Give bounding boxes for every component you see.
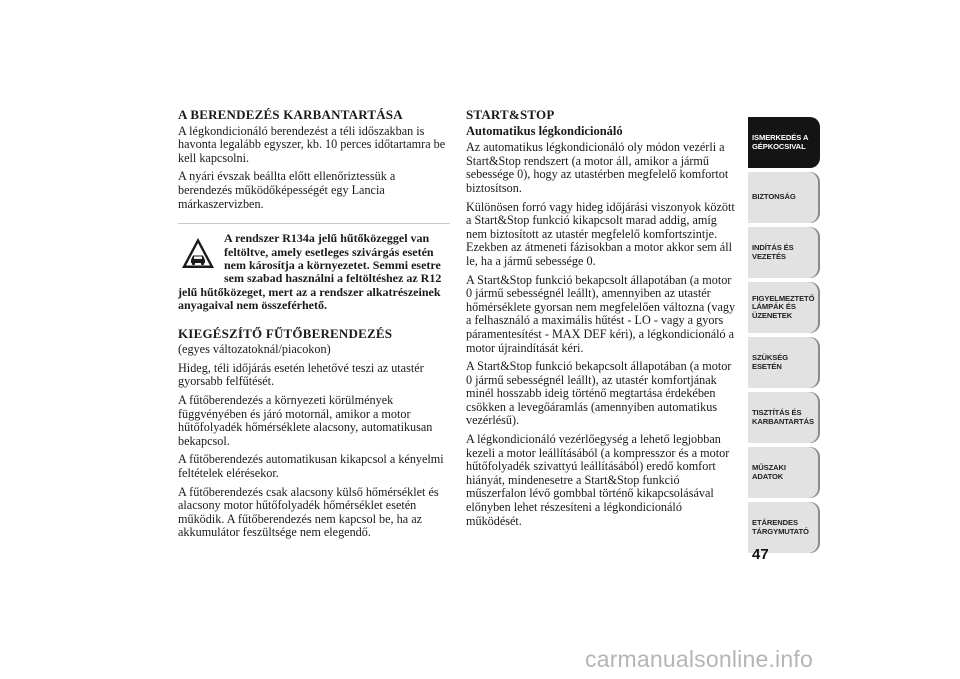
car-warning-icon bbox=[180, 236, 216, 272]
section-title-maintenance: A BERENDEZÉS KARBANTARTÁSA bbox=[178, 107, 403, 122]
paragraph: A fűtőberendezés csak alacsony külső hőmérséklet és alacsony motor hűtőfolyadék hőmérséklet esetén működik. A fűtőberendezés nem kapcsol be, ha az akkumulátor feszültsége nem elegendő. bbox=[178, 484, 439, 540]
tab-warning-lights[interactable] bbox=[748, 282, 818, 333]
tab-label: INDÍTÁS ÉS bbox=[752, 242, 794, 252]
paragraph: A fűtőberendezés automatikusan kikapcsol a kényelmi feltételek elérésekor. bbox=[178, 452, 444, 480]
tab-label: BIZTONSÁG bbox=[752, 192, 796, 202]
tab-label: ETÁRENDES bbox=[752, 517, 798, 527]
paragraph: A légkondicionáló vezérlőegység a lehető legjobban kezeli a motor leállításából (a kompresszor és a motor hűtőfolyadék szivattyú leállításából) eredő komfort hiányát, mindenesetre a Start&Stop funkció műszerfalon lévő gombbal történő kikapcsolásával előnyben lehet részesíteni a légkondicionáló működését. bbox=[466, 432, 730, 528]
paragraph: A Start&Stop funkció bekapcsolt állapotában (a motor 0 jármű sebességnél leállt), amennyiben az utastér hőmérséklete gyorsan nem megfelelően változna (vagy a felhasználó a maximális hűtést - LO - vagy a gyors páramentesítést - MAX DEF kéri), a légkondicionáló a motor újraindítását kéri. bbox=[466, 272, 736, 355]
warning-box bbox=[178, 223, 450, 312]
tab-maintenance[interactable] bbox=[748, 392, 818, 443]
paragraph: A nyári évszak beállta előtt ellenőriztessük a berendezés működőképességét egy Lancia márkaszervizben. bbox=[178, 169, 396, 211]
tab-label: TÁRGYMUTATÓ bbox=[752, 526, 809, 536]
warning-text: A rendszer R134a jelű hűtőközeggel van feltöltve, amely esetleges szivárgás esetén nem károsítja a környezetet. Semmi esetre sem szabad használni a feltöltéshez az R12 jelű hűtőközeget, mert az a rendszer alkatrészeinek anyagaival nem összeférhető. bbox=[178, 231, 442, 313]
tab-emergency[interactable] bbox=[748, 337, 818, 388]
paragraph: A Start&Stop funkció bekapcsolt állapotában (a motor 0 jármű sebességnél leállt), az utastér komfortjának minél hosszabb ideig történő megtartása érdekében csökken a levegőáramlás (amennyiben automatikus vezérlésű). bbox=[466, 359, 732, 428]
paragraph: Különösen forró vagy hideg időjárási viszonyok között a Start&Stop funkció kikapcsolt marad addig, amíg nem biztosított az utastér megfelelő komfortszintje. Ezekben az átmeneti fázisokban a motor akkor sem áll le, ha a jármű sebessége 0. bbox=[466, 199, 735, 268]
section-title-aux-heater: KIEGÉSZÍTŐ FŰTŐBERENDEZÉS bbox=[178, 325, 393, 341]
page-number: 47 bbox=[752, 546, 769, 563]
paragraph: Hideg, téli időjárás esetén lehetővé teszi az utastér gyorsabb felfűtését. bbox=[178, 360, 424, 389]
section-subtitle-auto-ac: Automatikus légkondicionáló bbox=[466, 123, 623, 138]
tab-label: GÉPKOCSIVAL bbox=[752, 141, 806, 151]
tab-label: TISZTÍTÁS ÉS bbox=[752, 407, 802, 417]
section-title-start-stop: START&STOP bbox=[466, 107, 555, 122]
tab-label: LÁMPÁK ÉS bbox=[752, 302, 796, 312]
tab-label: VEZETÉS bbox=[752, 251, 786, 261]
paragraph: Az automatikus légkondicionáló oly módon vezérli a Start&Stop rendszert (a motor áll, amikor a jármű sebessége 0), hogy az utastérben megfelelő komfortot biztosítson. bbox=[466, 140, 729, 195]
tab-getting-to-know[interactable] bbox=[748, 117, 818, 168]
right-column bbox=[466, 108, 738, 533]
tab-label: ÜZENETEK bbox=[752, 310, 793, 320]
tab-label: FIGYELMEZTETŐ bbox=[752, 293, 815, 303]
tab-starting-driving[interactable] bbox=[748, 227, 818, 278]
tab-label: ISMERKEDÉS A bbox=[752, 132, 809, 142]
left-column bbox=[178, 108, 450, 545]
paragraph: A légkondicionáló berendezést a téli időszakban is havonta legalább egyszer, kb. 10 perces időtartamra be kell kapcsolni. bbox=[178, 123, 446, 165]
tab-technical-data[interactable] bbox=[748, 447, 818, 498]
paragraph: A fűtőberendezés a környezeti körülmények függvényében és járó motornál, amikor a motor hűtőfolyadék hőmérséklete alacsony, automatikusan bekapcsol. bbox=[178, 392, 433, 448]
chapter-sidebar bbox=[748, 117, 818, 557]
tab-label: SZÜKSÉG ESETÉN bbox=[752, 352, 789, 371]
tab-label: KARBANTARTÁS bbox=[752, 416, 814, 426]
watermark: carmanualsonline.info bbox=[585, 646, 813, 672]
tab-label: MŰSZAKI ADATOK bbox=[752, 462, 786, 481]
tab-safety[interactable] bbox=[748, 172, 818, 223]
section-subtitle: (egyes változatoknál/piacokon) bbox=[178, 342, 331, 357]
